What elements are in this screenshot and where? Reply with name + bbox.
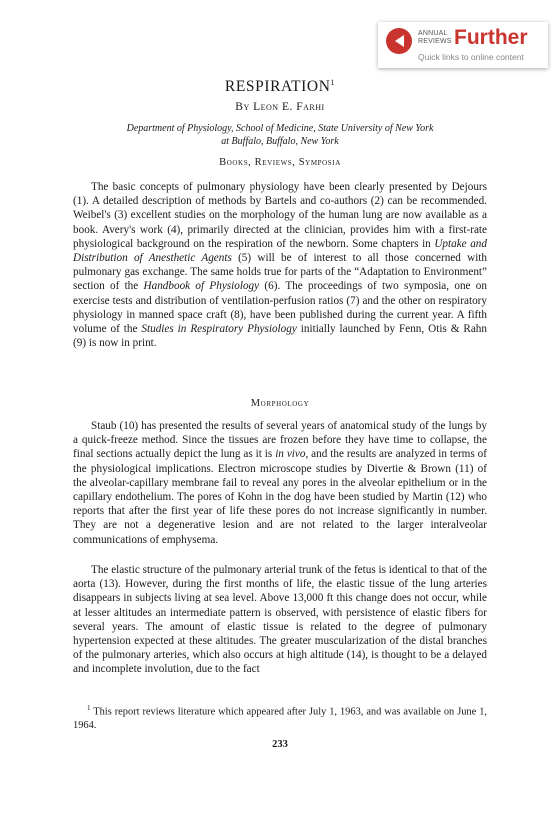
title-footnote-mark[interactable]: 1 [330, 78, 336, 87]
page-number: 233 [272, 739, 288, 750]
further-links-badge[interactable] [378, 22, 548, 68]
section-heading-books: Books, Reviews, Symposia [219, 157, 341, 168]
section-heading-morphology: Morphology [250, 398, 310, 409]
further-label: Further [454, 26, 528, 49]
paragraph-books: The basic concepts of pulmonary physiology have been clearly presented by Dejours (1). A detailed description of methods by Bartels and co-authors (2) can be recommended. Weibel's (3) excellent studies on the morphology of the human lung are now available as a book. Avery's work (4), primarily directed at the clinician, provides him with a first-rate physiological background on the respiration of the newborn. Some chapters in Uptake and Distribution of Anesthetic Agents (5) will be of interest to all those concerned with pulmonary gas exchange. The same holds true for parts of the “Adaptation to Environment” section of the Handbook of Physiology (6). The proceedings of two symposia, one on exercise tests and distribution of ventilation-perfusion ratios (7) and the other on respiratory physiology in manned space craft (8), have been published during the current year. A fifth volume of the Studies in Respiratory Physiology initially launched by Fenn, Otis & Rahn (9) is now in print. [73, 181, 488, 350]
footnote: $^1$ This report reviews literature which appeared after July 1, 1963, and was available on June 1, 1964. [73, 704, 487, 732]
paragraph-morphology-2: The elastic structure of the pulmonary arterial trunk of the fetus is identical to that of the aorta (13). However, during the first months of life, the elastic tissue of the lung arteries disappears in subjects living at sea level. Above 13,000 ft this change does not occur, while at lesser altitudes an intermediate pattern is observed, with persistence of elastic fibers for several years. The amount of elastic tissue is related to the degree of pulmonary hypertension expected at these altitudes. The greater muscularization of the distal branches of the pulmonary arteries, which also occurs at high altitude (14), is thought to be a delayed and incomplete involution, due to the fact [73, 564, 487, 676]
italic-title: Handbook of Physiology [143, 280, 260, 293]
italic-title: Studies in Respiratory Physiology [141, 323, 297, 336]
publisher-logo-text: ANNUAL REVIEWS [418, 30, 452, 45]
article-title: RESPIRATION$^1$ [224, 78, 336, 96]
further-sublabel: Quick links to online content [418, 52, 524, 62]
play-arrow-icon [386, 28, 412, 54]
paragraph-morphology-1: Staub (10) has presented the results of several years of anatomical study of the lungs by a quick-freeze method. Since the tissues are frozen before they have time to collapse, the final sections actually depict the lung as it is in vivo, and the results are analyzed in terms of the physiological implications. Electron microscope studies by Divertie & Brown (11) of the alveolar-capillary membrane fail to reveal any pores in the alveolar epithelium or in the capillary endothelium. The pores of Kohn in the dog have been studied by Martin (12) who reports that after the first year of life these pores do not increase significantly in number. They are not a degenerative lesion and are not related to the larger interalveolar communications of emphysema. [73, 420, 487, 546]
article-author: By Leon E. Farhi [235, 101, 325, 113]
italic-title: in vivo [275, 448, 306, 461]
author-affiliation: Department of Physiology, School of Medicine, State University of New York at Buffalo, Buffalo, New York [126, 123, 434, 147]
italic-title: Uptake and Distribution of Anesthetic Agents [73, 237, 487, 265]
